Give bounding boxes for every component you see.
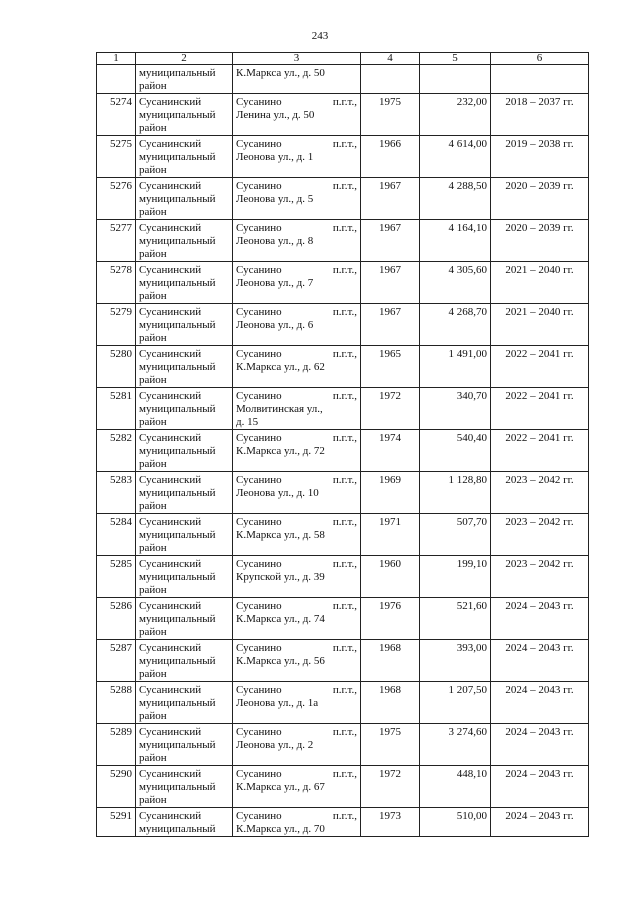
street-line: К.Маркса ул., д. 56 — [236, 655, 325, 667]
district-line: Сусанинский — [139, 726, 202, 738]
district-line: Сусанинский — [139, 810, 202, 822]
row-number-cell: 5282 — [97, 430, 136, 472]
table-row — [97, 682, 589, 724]
district-line: Сусанинский — [139, 516, 202, 528]
year-cell: 1960 — [361, 556, 420, 598]
address-top-line — [236, 348, 357, 361]
area-cell: 232,00 — [420, 94, 491, 136]
row-number-cell: 5283 — [97, 472, 136, 514]
row-number-cell — [97, 65, 136, 94]
settlement-name: Сусанино — [236, 432, 282, 444]
year-cell: 1971 — [361, 514, 420, 556]
table-row — [97, 94, 589, 136]
row-number-cell: 5291 — [97, 808, 136, 837]
year-cell: 1972 — [361, 388, 420, 430]
address-top-line — [236, 222, 357, 235]
settlement-type: п.г.т., — [332, 390, 357, 402]
settlement-type: п.г.т., — [332, 810, 357, 822]
area-cell: 3 274,60 — [420, 724, 491, 766]
district-line: район — [139, 248, 167, 260]
row-number-cell: 5274 — [97, 94, 136, 136]
address-cell — [233, 472, 361, 514]
district-line: Сусанинский — [139, 96, 202, 108]
row-number-cell: 5285 — [97, 556, 136, 598]
continuation-row — [97, 65, 589, 94]
street-line: Крупской ул., д. 39 — [236, 571, 325, 583]
address-cell — [233, 346, 361, 388]
district-line: муниципальный — [139, 487, 216, 499]
district-cell — [136, 178, 233, 220]
address-top-line — [236, 810, 357, 823]
area-cell: 4 164,10 — [420, 220, 491, 262]
year-cell — [361, 65, 420, 94]
address-cell — [233, 430, 361, 472]
street-line: Леонова ул., д. 1а — [236, 697, 319, 709]
address-cell — [233, 766, 361, 808]
year-cell: 1967 — [361, 220, 420, 262]
district-cell — [136, 514, 233, 556]
settlement-name: Сусанино — [236, 390, 282, 402]
table-row — [97, 304, 589, 346]
street-line: Леонова ул., д. 1 — [236, 151, 314, 163]
address-top-line — [236, 180, 357, 193]
period-cell: 2024 – 2043 гг. — [491, 724, 589, 766]
district-line: район — [139, 710, 167, 722]
address-cell — [233, 136, 361, 178]
period-cell: 2022 – 2041 гг. — [491, 430, 589, 472]
settlement-name: Сусанино — [236, 474, 282, 486]
settlement-type: п.г.т., — [332, 264, 357, 276]
district-line: Сусанинский — [139, 348, 202, 360]
period-cell: 2023 – 2042 гг. — [491, 514, 589, 556]
settlement-type: п.г.т., — [332, 558, 357, 570]
street-line: К.Маркса ул., д. 74 — [236, 613, 325, 625]
district-line: район — [139, 164, 167, 176]
period-cell: 2023 – 2042 гг. — [491, 556, 589, 598]
district-line: муниципальный — [139, 109, 216, 121]
district-line: район — [139, 500, 167, 512]
settlement-type: п.г.т., — [332, 684, 357, 696]
settlement-name: Сусанино — [236, 348, 282, 360]
year-cell: 1975 — [361, 94, 420, 136]
housing-registry-table — [96, 52, 589, 837]
period-cell: 2018 – 2037 гг. — [491, 94, 589, 136]
district-line: район — [139, 584, 167, 596]
settlement-type: п.г.т., — [332, 726, 357, 738]
column-header: 5 — [420, 53, 491, 65]
street-line: К.Маркса ул., д. 72 — [236, 445, 325, 457]
row-number-cell: 5280 — [97, 346, 136, 388]
address-cell — [233, 808, 361, 837]
district-line: муниципальный — [139, 361, 216, 373]
year-cell: 1974 — [361, 430, 420, 472]
district-cell — [136, 766, 233, 808]
district-line: муниципальный — [139, 151, 216, 163]
settlement-name: Сусанино — [236, 138, 282, 150]
settlement-name: Сусанино — [236, 96, 282, 108]
district-cell — [136, 94, 233, 136]
table-row — [97, 136, 589, 178]
district-cell — [136, 262, 233, 304]
area-cell — [420, 65, 491, 94]
settlement-type: п.г.т., — [332, 642, 357, 654]
table-row — [97, 262, 589, 304]
settlement-type: п.г.т., — [332, 768, 357, 780]
settlement-name: Сусанино — [236, 810, 282, 822]
address-top-line — [236, 96, 357, 109]
row-number-cell: 5289 — [97, 724, 136, 766]
table-row — [97, 766, 589, 808]
settlement-name: Сусанино — [236, 516, 282, 528]
district-line: Сусанинский — [139, 390, 202, 402]
area-cell: 1 491,00 — [420, 346, 491, 388]
column-header: 6 — [491, 53, 589, 65]
street-line: д. 15 — [236, 416, 259, 428]
column-header: 3 — [233, 53, 361, 65]
year-cell: 1969 — [361, 472, 420, 514]
row-number-cell: 5290 — [97, 766, 136, 808]
address-cell — [233, 220, 361, 262]
district-cell — [136, 136, 233, 178]
column-header: 1 — [97, 53, 136, 65]
settlement-name: Сусанино — [236, 558, 282, 570]
period-cell: 2024 – 2043 гг. — [491, 598, 589, 640]
district-line: Сусанинский — [139, 264, 202, 276]
column-header: 4 — [361, 53, 420, 65]
period-cell: 2020 – 2039 гг. — [491, 220, 589, 262]
street-line: Ленина ул., д. 50 — [236, 109, 315, 121]
table-row — [97, 724, 589, 766]
district-line: Сусанинский — [139, 432, 202, 444]
district-line: муниципальный — [139, 529, 216, 541]
table-row — [97, 514, 589, 556]
district-line: район — [139, 374, 167, 386]
district-line: муниципальный — [139, 193, 216, 205]
settlement-name: Сусанино — [236, 642, 282, 654]
table-row — [97, 388, 589, 430]
area-cell: 340,70 — [420, 388, 491, 430]
period-cell: 2024 – 2043 гг. — [491, 766, 589, 808]
district-line: район — [139, 122, 167, 134]
row-number-cell: 5279 — [97, 304, 136, 346]
address-top-line — [236, 768, 357, 781]
district-line: муниципальный — [139, 781, 216, 793]
address-top-line — [236, 726, 357, 739]
district-line: Сусанинский — [139, 180, 202, 192]
area-cell: 507,70 — [420, 514, 491, 556]
column-number-header-row — [97, 53, 589, 65]
address-top-line — [236, 684, 357, 697]
settlement-name: Сусанино — [236, 264, 282, 276]
district-line: муниципальный — [139, 823, 216, 835]
district-line: муниципальный — [139, 697, 216, 709]
settlement-type: п.г.т., — [332, 138, 357, 150]
district-line: район — [139, 332, 167, 344]
table-row — [97, 430, 589, 472]
district-cell — [136, 724, 233, 766]
address-cell — [233, 388, 361, 430]
district-line: Сусанинский — [139, 684, 202, 696]
period-cell: 2024 – 2043 гг. — [491, 682, 589, 724]
table-row — [97, 598, 589, 640]
street-line: Леонова ул., д. 10 — [236, 487, 319, 499]
address-top-line — [236, 558, 357, 571]
district-line: муниципальный — [139, 67, 216, 79]
settlement-name: Сусанино — [236, 180, 282, 192]
row-number-cell: 5278 — [97, 262, 136, 304]
settlement-name: Сусанино — [236, 600, 282, 612]
year-cell: 1967 — [361, 262, 420, 304]
year-cell: 1967 — [361, 178, 420, 220]
settlement-name: Сусанино — [236, 768, 282, 780]
period-cell: 2023 – 2042 гг. — [491, 472, 589, 514]
row-number-cell: 5275 — [97, 136, 136, 178]
address-top-line — [236, 642, 357, 655]
period-cell: 2019 – 2038 гг. — [491, 136, 589, 178]
settlement-type: п.г.т., — [332, 348, 357, 360]
year-cell: 1968 — [361, 640, 420, 682]
page-number: 243 — [311, 30, 329, 42]
row-number-cell: 5284 — [97, 514, 136, 556]
table-row — [97, 808, 589, 837]
year-cell: 1967 — [361, 304, 420, 346]
address-top-line — [236, 432, 357, 445]
address-cell — [233, 682, 361, 724]
table-row — [97, 178, 589, 220]
district-cell — [136, 808, 233, 837]
street-line: К.Маркса ул., д. 70 — [236, 823, 325, 835]
address-cell — [233, 178, 361, 220]
district-line: район — [139, 80, 167, 92]
district-line: Сусанинский — [139, 474, 202, 486]
settlement-type: п.г.т., — [332, 432, 357, 444]
row-number-cell: 5286 — [97, 598, 136, 640]
street-line: Леонова ул., д. 6 — [236, 319, 314, 331]
area-cell: 4 614,00 — [420, 136, 491, 178]
district-line: район — [139, 416, 167, 428]
street-line: Леонова ул., д. 2 — [236, 739, 314, 751]
district-line: Сусанинский — [139, 768, 202, 780]
district-line: район — [139, 542, 167, 554]
year-cell: 1972 — [361, 766, 420, 808]
area-cell: 521,60 — [420, 598, 491, 640]
area-cell: 4 305,60 — [420, 262, 491, 304]
settlement-type: п.г.т., — [332, 180, 357, 192]
settlement-type: п.г.т., — [332, 474, 357, 486]
address-cell — [233, 262, 361, 304]
district-line: муниципальный — [139, 403, 216, 415]
address-top-line — [236, 600, 357, 613]
settlement-name: Сусанино — [236, 726, 282, 738]
period-cell: 2024 – 2043 гг. — [491, 808, 589, 837]
district-line: муниципальный — [139, 319, 216, 331]
address-cell — [233, 598, 361, 640]
street-line: К.Маркса ул., д. 62 — [236, 361, 325, 373]
street-line: К.Маркса ул., д. 67 — [236, 781, 325, 793]
area-cell: 199,10 — [420, 556, 491, 598]
table-row — [97, 640, 589, 682]
address-cell — [233, 556, 361, 598]
settlement-name: Сусанино — [236, 684, 282, 696]
address-top-line — [236, 306, 357, 319]
district-line: муниципальный — [139, 655, 216, 667]
district-cell — [136, 65, 233, 94]
settlement-type: п.г.т., — [332, 600, 357, 612]
district-line: Сусанинский — [139, 600, 202, 612]
period-cell: 2022 – 2041 гг. — [491, 346, 589, 388]
period-cell: 2020 – 2039 гг. — [491, 178, 589, 220]
district-cell — [136, 430, 233, 472]
area-cell: 4 268,70 — [420, 304, 491, 346]
district-cell — [136, 682, 233, 724]
district-line: Сусанинский — [139, 222, 202, 234]
district-line: район — [139, 794, 167, 806]
year-cell: 1973 — [361, 808, 420, 837]
year-cell: 1975 — [361, 724, 420, 766]
district-line: Сусанинский — [139, 138, 202, 150]
district-line: район — [139, 206, 167, 218]
period-cell: 2024 – 2043 гг. — [491, 640, 589, 682]
row-number-cell: 5288 — [97, 682, 136, 724]
address-top-line — [236, 390, 357, 403]
year-cell: 1965 — [361, 346, 420, 388]
area-cell: 540,40 — [420, 430, 491, 472]
district-cell — [136, 598, 233, 640]
area-cell: 393,00 — [420, 640, 491, 682]
row-number-cell: 5281 — [97, 388, 136, 430]
address-top-line — [236, 516, 357, 529]
street-line: Леонова ул., д. 8 — [236, 235, 314, 247]
district-line: Сусанинский — [139, 558, 202, 570]
district-line: муниципальный — [139, 613, 216, 625]
period-cell: 2022 – 2041 гг. — [491, 388, 589, 430]
settlement-name: Сусанино — [236, 306, 282, 318]
district-cell — [136, 220, 233, 262]
area-cell: 510,00 — [420, 808, 491, 837]
settlement-type: п.г.т., — [332, 306, 357, 318]
address-cell — [233, 304, 361, 346]
district-line: муниципальный — [139, 739, 216, 751]
table-row — [97, 346, 589, 388]
settlement-name: Сусанино — [236, 222, 282, 234]
street-line: Леонова ул., д. 7 — [236, 277, 314, 289]
year-cell: 1968 — [361, 682, 420, 724]
period-cell: 2021 – 2040 гг. — [491, 262, 589, 304]
table-body — [97, 53, 589, 837]
district-line: муниципальный — [139, 235, 216, 247]
year-cell: 1966 — [361, 136, 420, 178]
address-top-line — [236, 264, 357, 277]
address-cell — [233, 94, 361, 136]
district-line: Сусанинский — [139, 306, 202, 318]
district-line: район — [139, 668, 167, 680]
row-number-cell: 5277 — [97, 220, 136, 262]
district-line: Сусанинский — [139, 642, 202, 654]
table-row — [97, 220, 589, 262]
area-cell: 1 207,50 — [420, 682, 491, 724]
district-line: район — [139, 626, 167, 638]
area-cell: 4 288,50 — [420, 178, 491, 220]
row-number-cell: 5276 — [97, 178, 136, 220]
row-number-cell: 5287 — [97, 640, 136, 682]
address-cell — [233, 724, 361, 766]
period-cell: 2021 – 2040 гг. — [491, 304, 589, 346]
district-line: район — [139, 290, 167, 302]
district-cell — [136, 556, 233, 598]
district-line: район — [139, 752, 167, 764]
column-header: 2 — [136, 53, 233, 65]
district-cell — [136, 346, 233, 388]
district-cell — [136, 388, 233, 430]
address-top-line — [236, 138, 357, 151]
settlement-type: п.г.т., — [332, 222, 357, 234]
street-line: Леонова ул., д. 5 — [236, 193, 314, 205]
area-cell: 1 128,80 — [420, 472, 491, 514]
district-cell — [136, 472, 233, 514]
address-top-line — [236, 474, 357, 487]
address-cell — [233, 514, 361, 556]
district-line: район — [139, 458, 167, 470]
address-cell: К.Маркса ул., д. 50 — [233, 65, 361, 94]
district-cell — [136, 640, 233, 682]
district-line: муниципальный — [139, 445, 216, 457]
settlement-type: п.г.т., — [332, 96, 357, 108]
settlement-type: п.г.т., — [332, 516, 357, 528]
district-line: муниципальный — [139, 277, 216, 289]
table-row — [97, 556, 589, 598]
table-row — [97, 472, 589, 514]
year-cell: 1976 — [361, 598, 420, 640]
district-line: муниципальный — [139, 571, 216, 583]
area-cell: 448,10 — [420, 766, 491, 808]
district-cell — [136, 304, 233, 346]
street-line: К.Маркса ул., д. 58 — [236, 529, 325, 541]
street-line: Молвитинская ул., — [236, 403, 323, 415]
address-cell — [233, 640, 361, 682]
period-cell — [491, 65, 589, 94]
